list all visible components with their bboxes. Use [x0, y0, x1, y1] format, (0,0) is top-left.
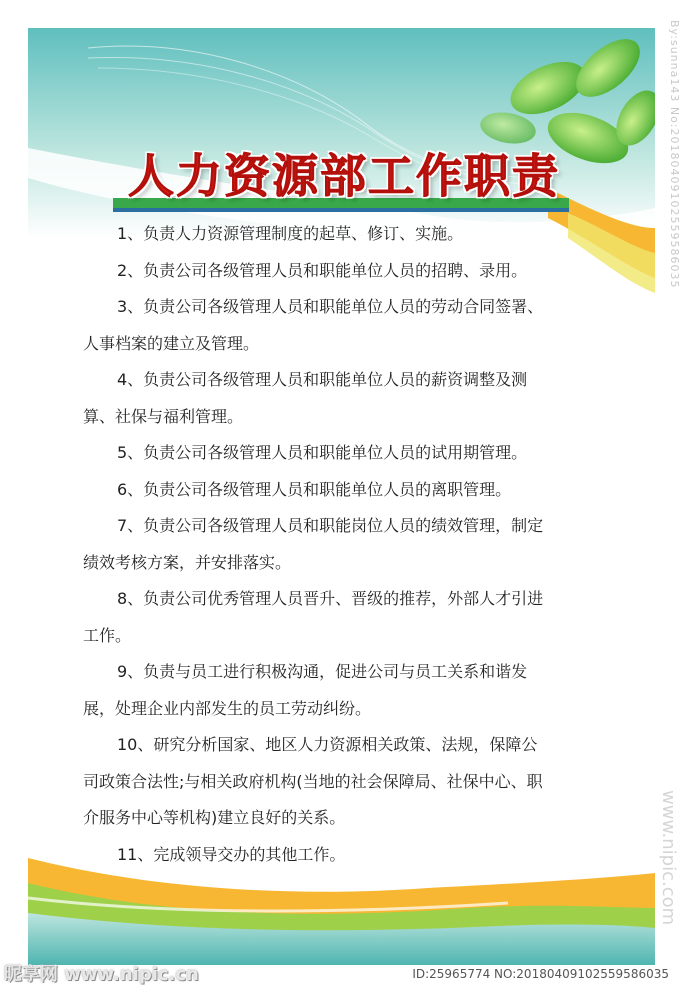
- image-id-watermark: ID:25965774 NO:20180409102559586035: [412, 967, 669, 981]
- duty-item-continuation: 人事档案的建立及管理。: [83, 333, 260, 353]
- duty-item-text: 3、负责公司各级管理人员和职能单位人员的劳动合同签署、: [117, 297, 544, 316]
- side-watermark: By:sunna143 No:20180409102559586035: [668, 20, 681, 289]
- duty-item: [83, 362, 633, 435]
- duty-item-continuation: 展，处理企业内部发生的员工劳动纠纷。: [83, 698, 372, 718]
- duty-item-text: 9、负责与员工进行积极沟通，促进公司与员工关系和谐发: [117, 662, 528, 681]
- duty-item-text: 1、负责人力资源管理制度的起草、修订、实施。: [117, 224, 464, 243]
- duty-item: [83, 435, 633, 472]
- duty-item: [83, 253, 633, 290]
- duty-item-continuation: 司政策合法性;与相关政府机构(当地的社会保障局、社保中心、职: [83, 771, 543, 791]
- duty-item-continuation: 介服务中心等机构)建立良好的关系。: [83, 808, 346, 827]
- duty-item-text: 4、负责公司各级管理人员和职能单位人员的薪资调整及测: [117, 370, 528, 389]
- duty-item-continuation: 绩效考核方案，并安排落实。: [83, 552, 292, 572]
- nipic-logo: 昵享网 www.nipic.cn: [4, 964, 199, 985]
- duty-item-continuation: 算、社保与福利管理。: [83, 406, 244, 426]
- duty-item: [83, 289, 633, 362]
- duty-item: [83, 216, 633, 253]
- duty-list: [83, 216, 633, 873]
- duty-item-text: 10、研究分析国家、地区人力资源相关政策、法规，保障公: [117, 735, 538, 754]
- duty-item-text: 7、负责公司各级管理人员和职能岗位人员的绩效管理，制定: [117, 516, 544, 535]
- duty-item-text: 2、负责公司各级管理人员和职能单位人员的招聘、录用。: [117, 260, 528, 280]
- duty-item-text: 11、完成领导交办的其他工作。: [117, 844, 346, 864]
- duty-item-text: 5、负责公司各级管理人员和职能单位人员的试用期管理。: [117, 443, 528, 462]
- duty-item: [83, 654, 633, 727]
- page-title: 人力资源部工作职责: [128, 149, 560, 203]
- poster: [28, 28, 655, 965]
- duty-item: [83, 727, 633, 837]
- duty-item-text: 8、负责公司优秀管理人员晋升、晋级的推荐，外部人才引进: [117, 589, 544, 608]
- duty-item-text: 6、负责公司各级管理人员和职能单位人员的离职管理。: [117, 479, 512, 499]
- duty-item: [83, 837, 633, 874]
- duty-item-continuation: 工作。: [83, 625, 132, 645]
- duty-item: [83, 508, 633, 581]
- duty-item: [83, 581, 633, 654]
- duty-item: [83, 472, 633, 509]
- side-watermark-site: www.nipic.com: [658, 790, 679, 926]
